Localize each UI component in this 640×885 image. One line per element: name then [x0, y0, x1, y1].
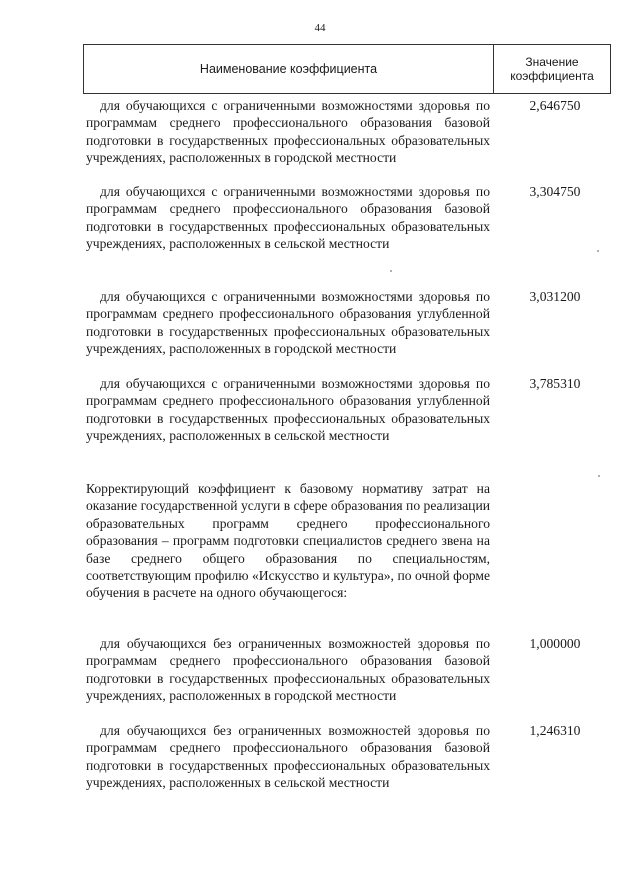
scan-speck — [598, 475, 600, 477]
column-header-name: Наименование коэффициента — [84, 45, 494, 93]
coefficient-name: для обучающихся без ограниченных возможностей здоровья по программам среднего профессионального образования базовой подготовки в государственных профессиональных образовательных учреждениях, расположенных в сельской местности — [86, 723, 490, 791]
page-number: 44 — [314, 22, 326, 34]
coefficient-value: 1,000000 — [529, 636, 581, 651]
coefficient-name: для обучающихся с ограниченными возможностями здоровья по программам среднего профессионального образования базовой подготовки в государственных профессиональных образовательных учреждениях, расположенных в сельской местности — [86, 184, 490, 252]
coefficient-value: 3,304750 — [529, 184, 581, 199]
scan-speck — [390, 270, 392, 272]
column-header-value: Значение коэффициента — [510, 55, 594, 83]
coefficient-value: 3,785310 — [529, 376, 581, 391]
coefficient-value: 3,031200 — [529, 289, 581, 304]
coefficient-name: для обучающихся с ограниченными возможностями здоровья по программам среднего профессионального образования углубленной подготовки в государственных профессиональных образовательных учреждениях, расположенных в городской местности — [86, 289, 490, 357]
coefficient-value: 1,246310 — [529, 723, 581, 738]
coefficient-value: 2,646750 — [529, 98, 581, 113]
coefficient-name: для обучающихся с ограниченными возможностями здоровья по программам среднего профессионального образования углубленной подготовки в государственных профессиональных образовательных учреждениях, расположенных в сельской местности — [86, 376, 490, 444]
section-description: Корректирующий коэффициент к базовому нормативу затрат на оказание государственной услуги в сфере образования по реализации образовательных программ среднего профессионального образования – программ подготовки специалистов среднего звена на базе среднего общего образования по специальностям, соответствующим профилю «Искусство и культура», по очной форме обучения в расчете на одного обучающегося: — [86, 481, 490, 601]
scan-speck — [597, 250, 599, 252]
coefficient-name: для обучающихся с ограниченными возможностями здоровья по программам среднего профессионального образования базовой подготовки в государственных профессиональных образовательных учреждениях, расположенных в городской местности — [86, 98, 490, 166]
coefficient-name: для обучающихся без ограниченных возможностей здоровья по программам среднего профессионального образования базовой подготовки в государственных профессиональных образовательных учреждениях, расположенных в городской местности — [86, 636, 490, 704]
table-header — [83, 44, 611, 94]
